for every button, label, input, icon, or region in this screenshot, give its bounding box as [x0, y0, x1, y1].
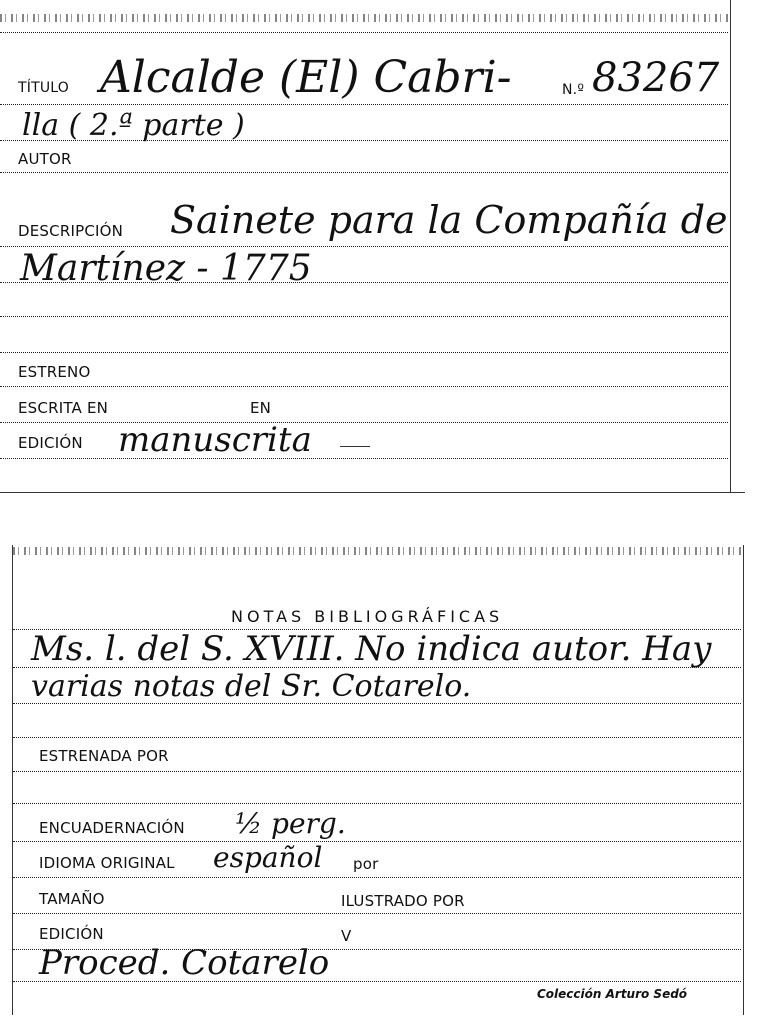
ruled-line: [13, 737, 741, 738]
notas-handwritten-line2: varias notas del Sr. Cotarelo.: [31, 669, 472, 704]
ruled-line: [13, 803, 741, 804]
por-label: por: [353, 855, 379, 873]
ruled-line: [13, 667, 741, 668]
ruled-line: [13, 841, 741, 842]
titulo-handwritten-line1: Alcalde (El) Cabri-: [100, 52, 512, 103]
card-top-edge: [13, 547, 743, 555]
estreno-label: ESTRENO: [18, 363, 91, 381]
v-label: V: [341, 927, 352, 945]
estrenada-por-label: ESTRENADA POR: [39, 747, 169, 765]
catalog-card-front: [0, 0, 731, 492]
notas-handwritten-line1: Ms. l. del S. XVIII. No indica autor. Hay: [31, 629, 712, 669]
ruled-line: [0, 282, 728, 283]
card-divider: [0, 492, 745, 493]
ruled-line: [0, 104, 728, 105]
idioma-original-label: IDIOMA ORIGINAL: [39, 854, 175, 872]
numero-value: 83267: [592, 55, 720, 101]
notas-heading: NOTAS BIBLIOGRÁFICAS: [231, 607, 504, 626]
dash-mark: [340, 446, 370, 447]
ruled-line: [0, 316, 728, 317]
blank-blot: [363, 917, 423, 975]
numero-label: N.º: [562, 82, 585, 98]
idioma-handwritten-value: español: [213, 841, 323, 874]
titulo-handwritten-line2: lla ( 2.ª parte ): [22, 108, 245, 143]
ruled-line: [0, 140, 728, 141]
encuadernacion-handwritten-value: ½ perg.: [235, 807, 346, 840]
catalog-card-back: [12, 545, 744, 1015]
ruled-line: [13, 981, 741, 982]
edicion-label: EDICIÓN: [39, 925, 104, 943]
titulo-label: TÍTULO: [18, 80, 69, 96]
ilustrado-por-label: ILUSTRADO POR: [341, 892, 465, 910]
ruled-line: [13, 877, 741, 878]
ruled-line: [13, 913, 741, 914]
encuadernacion-label: ENCUADERNACIÓN: [39, 819, 185, 837]
card-top-edge: [0, 14, 730, 22]
edicion-label: EDICIÓN: [18, 434, 83, 452]
ruled-line: [0, 386, 728, 387]
edicion-handwritten-value: manuscrita: [118, 420, 312, 460]
autor-label: AUTOR: [18, 150, 72, 168]
coleccion-imprint: Colección Arturo Sedó: [537, 987, 688, 1001]
ruled-line: [0, 246, 728, 247]
tamano-label: TAMAÑO: [39, 890, 105, 908]
ruled-line: [0, 32, 728, 33]
descripcion-handwritten-line1: Sainete para la Compañía de: [170, 198, 728, 242]
ruled-line: [13, 771, 741, 772]
ruled-line: [0, 172, 728, 173]
ruled-line: [13, 703, 741, 704]
descripcion-handwritten-line2: Martínez - 1775: [20, 248, 312, 289]
en-label: EN: [250, 399, 272, 417]
ruled-line: [0, 352, 728, 353]
escrita-en-label: ESCRITA EN: [18, 399, 109, 417]
procedencia-handwritten-value: Proced. Cotarelo: [39, 943, 330, 983]
ruled-line: [0, 458, 728, 459]
ruled-line: [0, 422, 728, 423]
descripcion-label: DESCRIPCIÓN: [18, 222, 124, 240]
